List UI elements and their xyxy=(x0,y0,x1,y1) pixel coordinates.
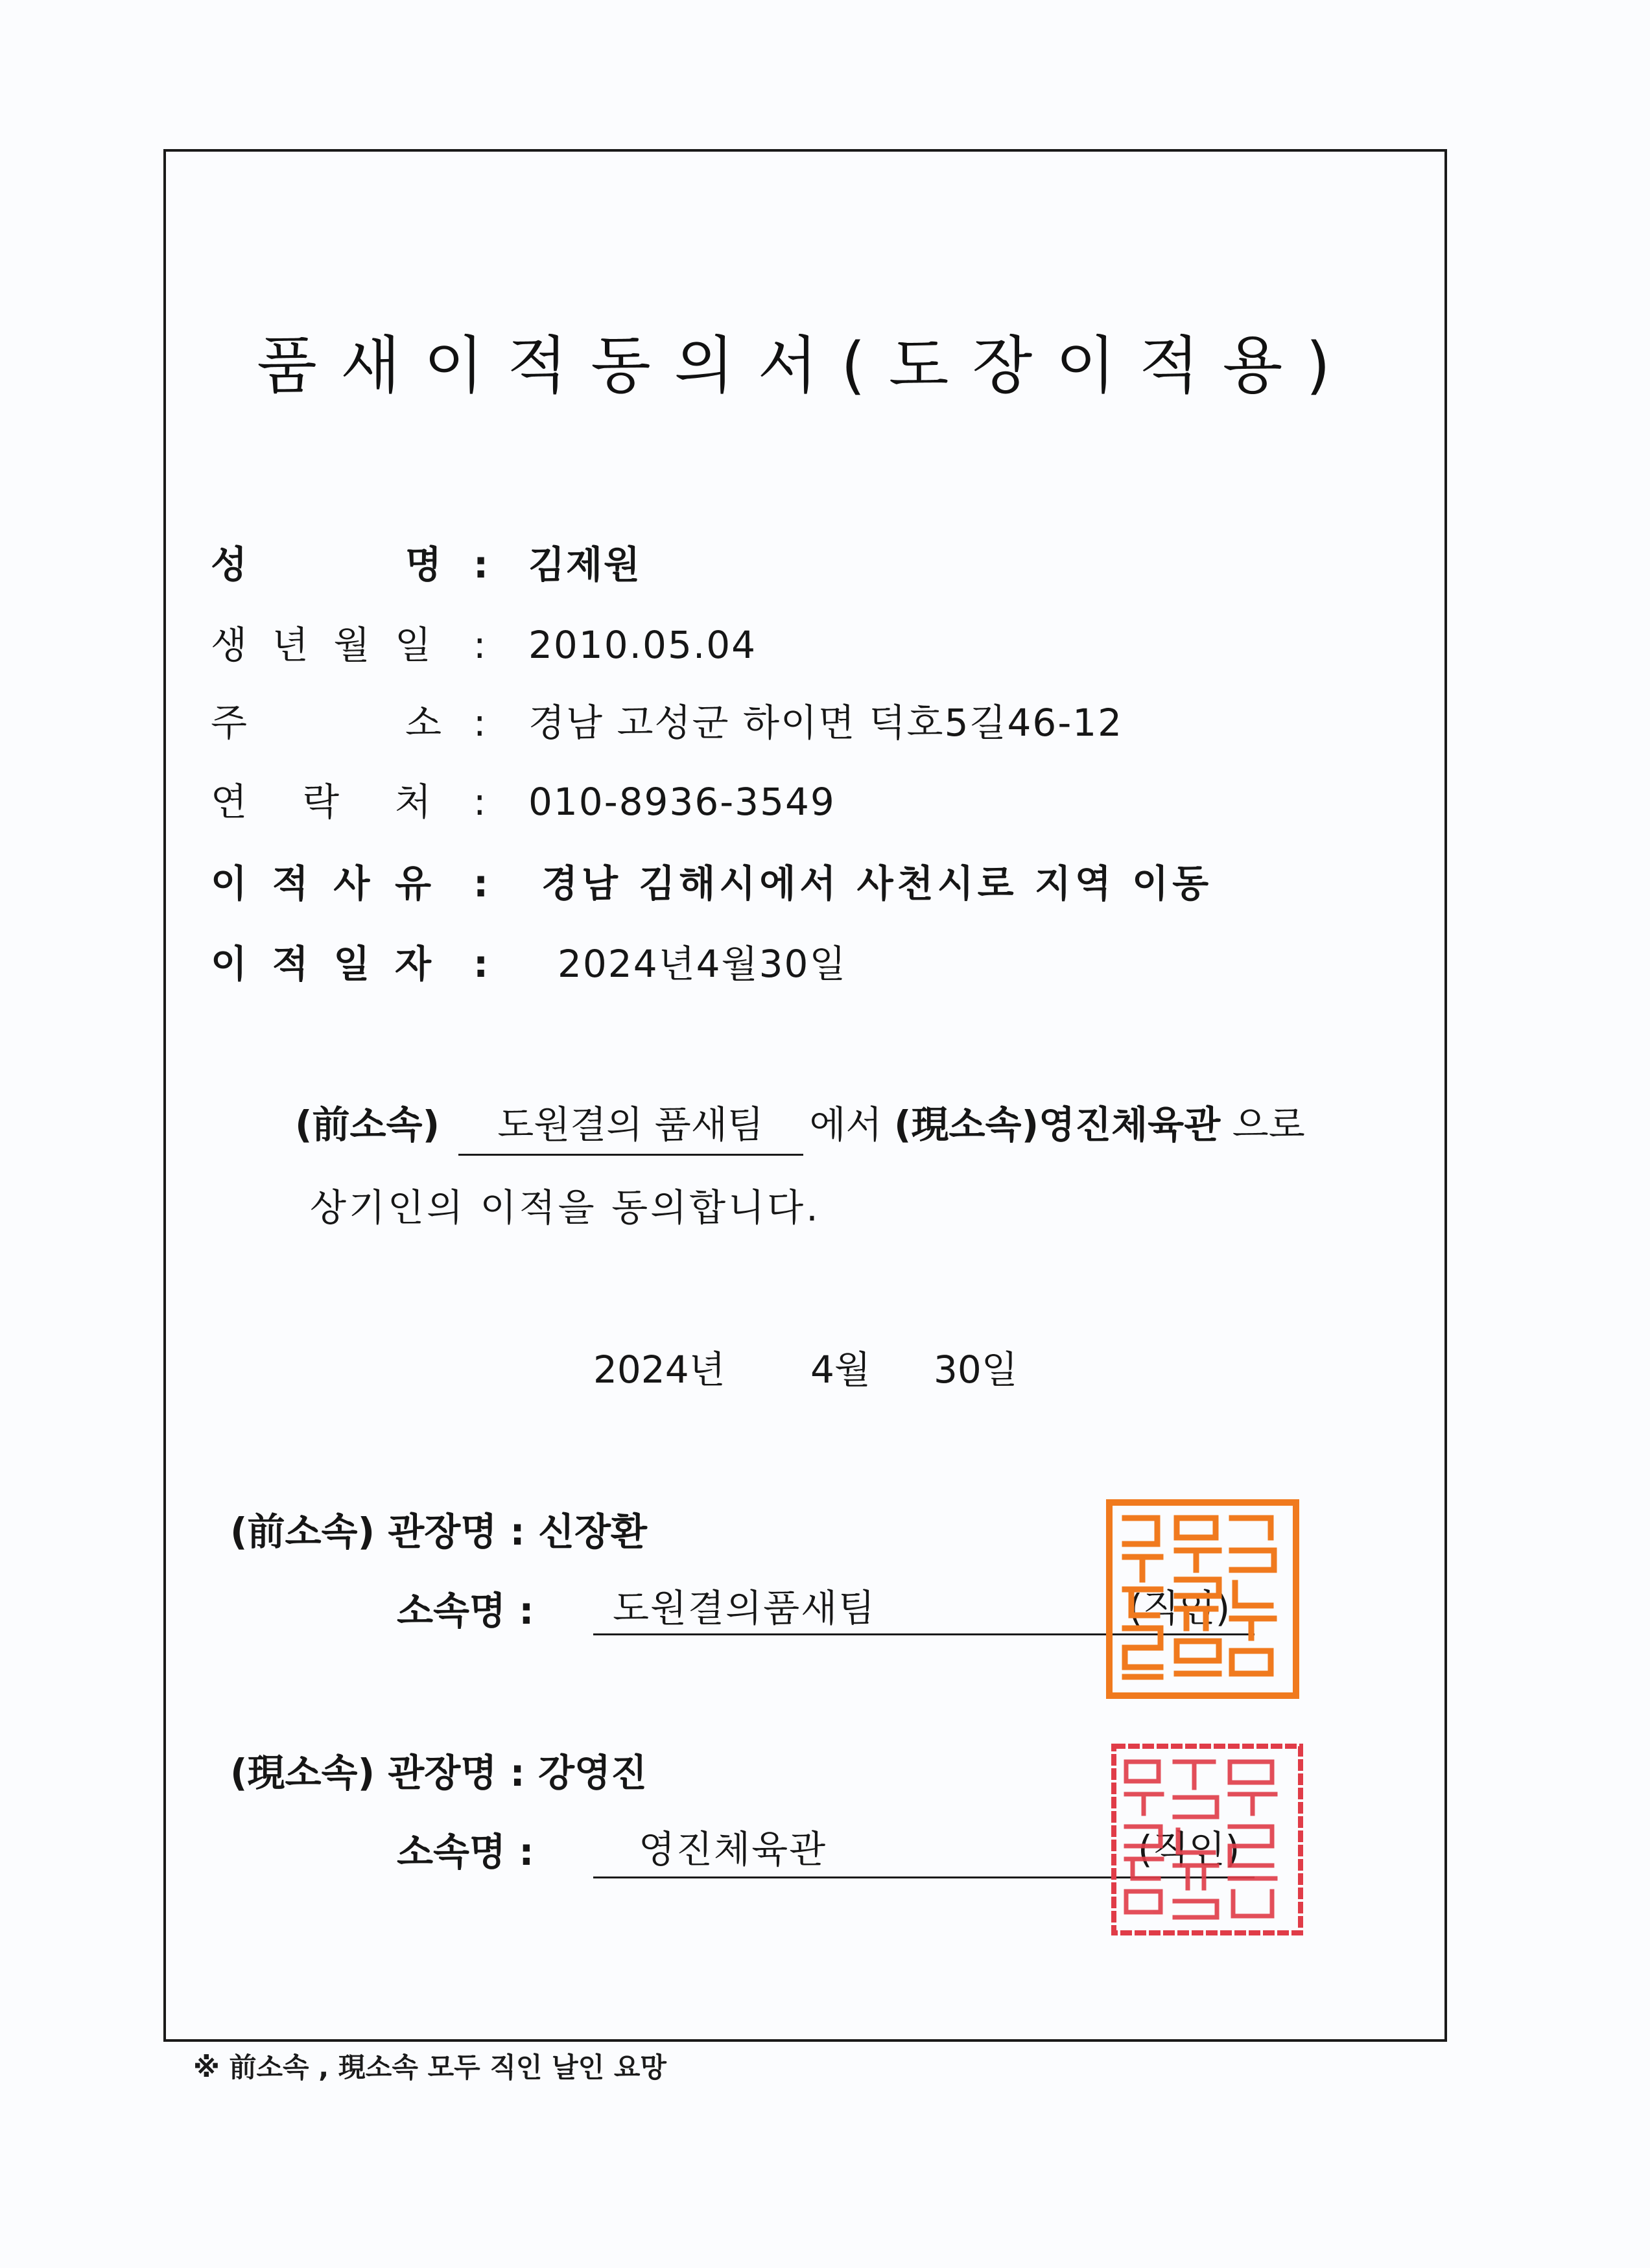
consent-prev-team: 도원결의 품새팀 xyxy=(458,1095,803,1156)
field-contact-label: 연 락 처 xyxy=(211,780,431,824)
date-year: 2024년 xyxy=(593,1348,725,1392)
field-birthdate-label: 생 년 월 일 xyxy=(211,623,431,667)
prev-prefix: (前소속) xyxy=(230,1510,375,1554)
curr-seal-mark: (직인) xyxy=(1138,1827,1240,1871)
prev-head-label: 관장명 : xyxy=(388,1510,525,1554)
document-page: 품새이적동의서(도장이적용) 성 명 : 김제원 생 년 월 일 : 2010.05.04 주 소 : 경남 고성군 하이면 덕호5길46-12 연 락 처 : 010-8936-3549 이 적 사 유 : 경남 김해시에서 사천시로 지역 이동 이 적 일 자 : 2024년4월30일 (前소속) 도원결의 품새팀 에서 (現소속)영진체육관 으로 상기인의 이적을 동의합니다. 2024년 4월 30일 (前소속) 관장명 : 신장환 소속명 : 도원결의품새팀 (직인) (現소속) 관장명 : 강영진 소속명 : 영진체육관 (직인) xyxy=(0,0,1650,2268)
field-birthdate-value: 2010.05.04 xyxy=(528,623,757,667)
date-day: 30일 xyxy=(934,1348,1018,1392)
prev-seal-mark: (직인) xyxy=(1128,1586,1231,1630)
consent-prev-prefix: (前소속) xyxy=(295,1103,440,1147)
field-transfer-reason-label: 이 적 사 유 xyxy=(211,861,431,906)
red-seal-icon xyxy=(1110,1742,1304,1937)
curr-head-name: 강영진 xyxy=(537,1751,648,1795)
curr-org-label: 소속명 : xyxy=(397,1830,534,1874)
consent-statement: 상기인의 이적을 동의합니다. xyxy=(310,1186,821,1230)
field-name-label: 성 명 xyxy=(211,543,442,587)
footnote: ※ 前소속 , 現소속 모두 직인 날인 요망 xyxy=(193,2052,667,2083)
consent-curr-prefix: (現소속) xyxy=(894,1103,1039,1147)
consent-sentence xyxy=(295,1095,1305,1156)
field-address-label: 주 소 xyxy=(211,701,442,745)
orange-seal-icon xyxy=(1105,1499,1300,1700)
curr-affiliation-head xyxy=(230,1744,647,1802)
field-name-value: 김제원 xyxy=(528,543,642,587)
date-month: 4월 xyxy=(810,1348,871,1392)
prev-org-label: 소속명 : xyxy=(397,1589,534,1633)
curr-prefix: (現소속) xyxy=(230,1751,375,1795)
prev-head-name: 신장환 xyxy=(537,1510,648,1554)
field-transfer-date-value: 2024년4월30일 xyxy=(558,942,847,986)
curr-head-label: 관장명 : xyxy=(388,1751,525,1795)
field-address-value: 경남 고성군 하이면 덕호5길46-12 xyxy=(528,701,1124,745)
consent-suffix: 으로 xyxy=(1232,1103,1305,1147)
consent-curr-team: 영진체육관 xyxy=(1039,1103,1221,1147)
prev-affiliation-head xyxy=(230,1502,647,1561)
field-transfer-reason-value: 경남 김해시에서 사천시로 지역 이동 xyxy=(541,861,1213,906)
consent-middle: 에서 xyxy=(809,1103,882,1147)
field-transfer-date-label: 이 적 일 자 xyxy=(211,942,431,986)
document-title: 품새이적동의서(도장이적용) xyxy=(257,329,1354,402)
curr-org-name: 영진체육관 xyxy=(639,1827,827,1871)
prev-org-name: 도원결의품새팀 xyxy=(613,1586,877,1630)
field-contact-value: 010-8936-3549 xyxy=(528,780,836,824)
curr-org-stamp xyxy=(1110,1742,1304,1937)
prev-org-stamp xyxy=(1105,1499,1300,1700)
